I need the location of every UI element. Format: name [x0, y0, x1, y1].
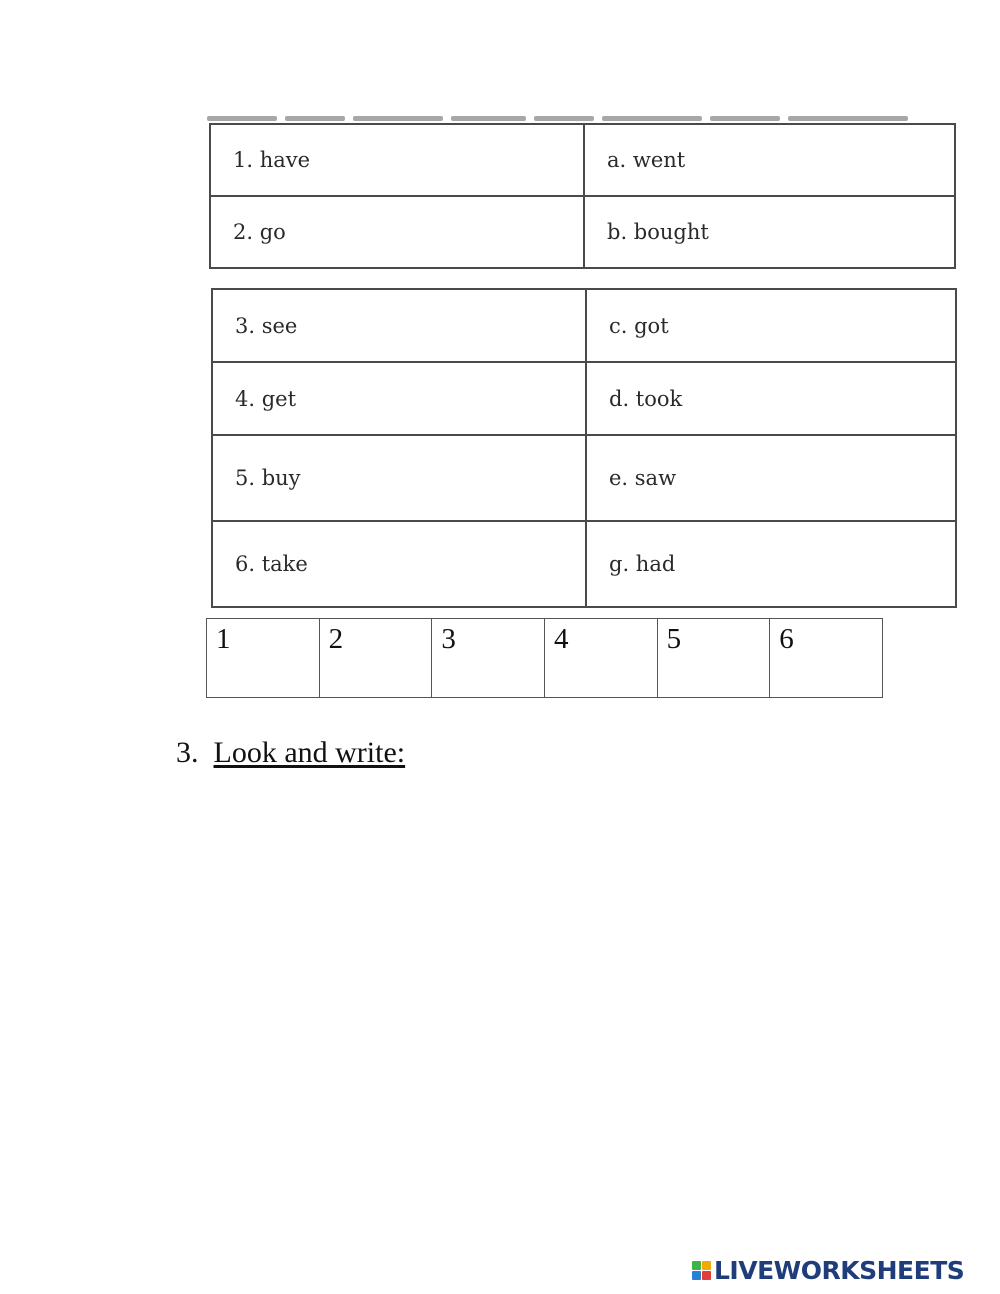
matching-table-top: [209, 123, 956, 269]
verb-cell: 3. see: [212, 289, 586, 362]
liveworksheets-logo-icon: [692, 1261, 711, 1280]
table-row: [212, 289, 956, 362]
section-heading: [176, 736, 405, 770]
logo-square-blue: [692, 1271, 701, 1280]
logo-square-yellow: [702, 1261, 711, 1270]
verb-cell: 6. take: [212, 521, 586, 607]
logo-square-green: [692, 1261, 701, 1270]
past-form-cell: g. had: [586, 521, 956, 607]
brand-wordmark: LIVEWORKSHEETS: [714, 1255, 965, 1285]
verb-cell: 5. buy: [212, 435, 586, 521]
past-form-cell: e. saw: [586, 435, 956, 521]
table-row: [212, 362, 956, 435]
section-title: Look and write:: [213, 736, 406, 769]
table-row: [210, 196, 955, 268]
answer-grid: [206, 618, 883, 698]
table-row: [212, 521, 956, 607]
section-number: 3.: [176, 736, 199, 769]
answer-cell-2[interactable]: 2: [319, 619, 432, 698]
past-form-cell: a. went: [584, 124, 955, 196]
cut-off-instruction: [207, 108, 919, 122]
table-row: [212, 435, 956, 521]
answer-cell-3[interactable]: 3: [432, 619, 545, 698]
past-form-cell: d. took: [586, 362, 956, 435]
table-row: [207, 619, 883, 698]
logo-square-red: [702, 1271, 711, 1280]
matching-table-bottom: [211, 288, 957, 608]
answer-cell-6[interactable]: 6: [770, 619, 883, 698]
verb-cell: 2. go: [210, 196, 584, 268]
past-form-cell: b. bought: [584, 196, 955, 268]
past-form-cell: c. got: [586, 289, 956, 362]
table-row: [210, 124, 955, 196]
liveworksheets-logo: [692, 1256, 964, 1284]
verb-cell: 1. have: [210, 124, 584, 196]
answer-cell-5[interactable]: 5: [657, 619, 770, 698]
answer-cell-1[interactable]: 1: [207, 619, 320, 698]
answer-cell-4[interactable]: 4: [544, 619, 657, 698]
verb-cell: 4. get: [212, 362, 586, 435]
